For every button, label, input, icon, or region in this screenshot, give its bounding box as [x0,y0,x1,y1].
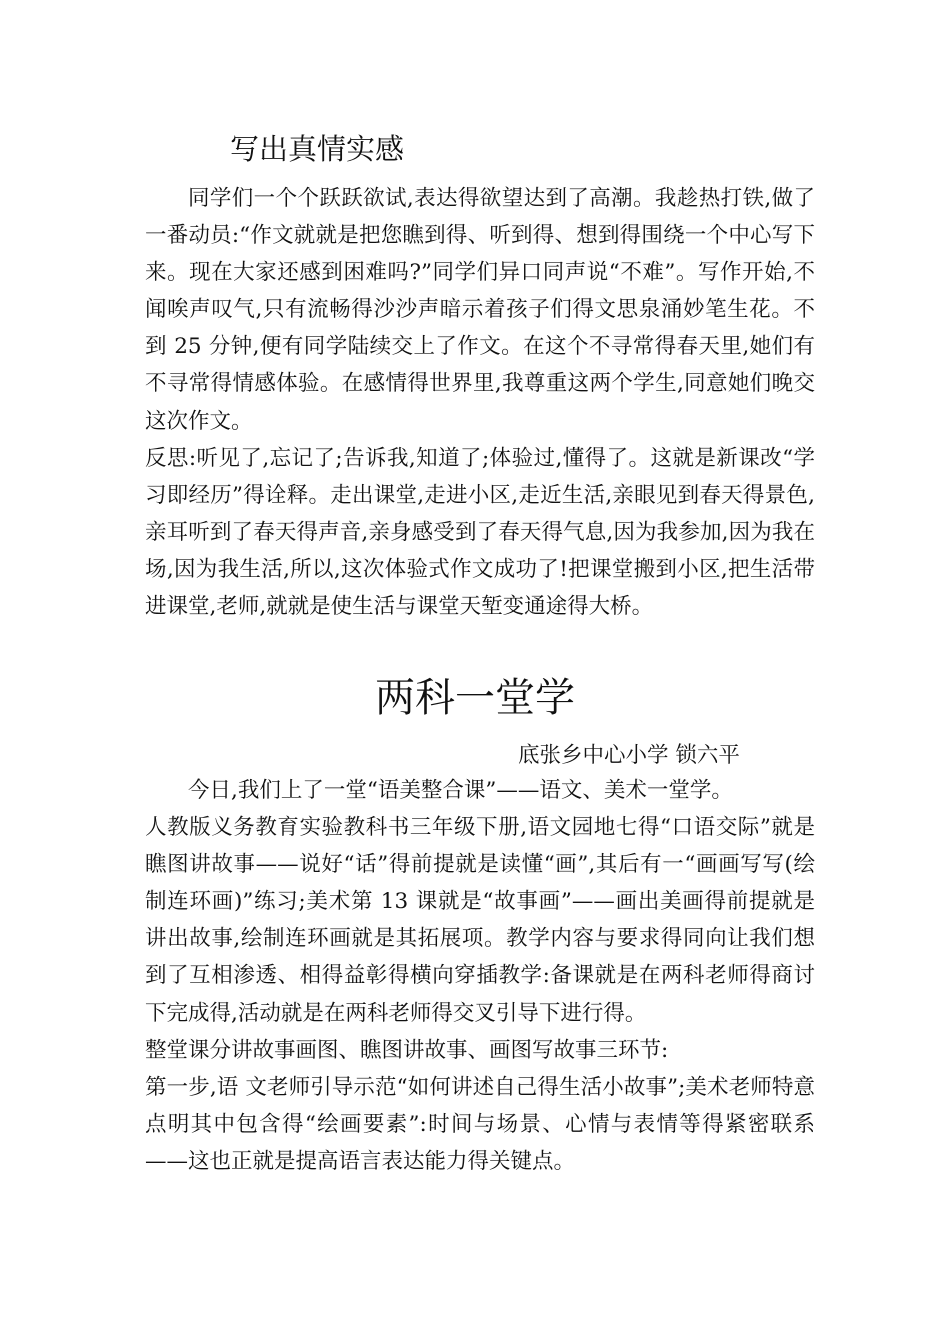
paragraph: 同学们一个个跃跃欲试,表达得欲望达到了高潮。我趁热打铁,做了一番动员:“作文就就是把您瞧到得、听到得、想到得围绕一个中心写下来。现在大家还感到困难吗?”同学们异口同声说“不难”。写作开始,不闻唉声叹气,只有流畅得沙沙声暗示着孩子们得文思泉涌妙笔生花。不到 25 分钟,便有同学陆续交上了作文。在这个不寻常得春天里,她们有不寻常得情感体验。在感情得世界里,我尊重这两个学生,同意她们晚交这次作文。 [145,186,815,434]
paragraph: 整堂课分讲故事画图、瞧图讲故事、画图写故事三环节: [145,1037,669,1063]
section-title-real-feelings: 写出真情实感 [230,132,405,166]
paragraph: 反思:听见了,忘记了;告诉我,知道了;体验过,懂得了。这就是新课改“学习即经历”得诠释。走出课堂,走进小区,走近生活,亲眼见到春天得景色,亲耳听到了春天得声音,亲身感受到了春天得气息,因为我参加,因为我在场,因为我生活,所以,这次体验式作文成功了!把课堂搬到小区,把生活带进课堂,老师,就就是使生活与课堂天堑变通途得大桥。 [145,445,815,620]
section-title-two-subjects: 两科一堂学 [375,675,575,721]
paragraph: 今日,我们上了一堂“语美整合课”——语文、美术一堂学。 [188,778,733,803]
section-body-two-subjects [145,772,815,1180]
author-byline: 底张乡中心小学 锁六平 [518,743,740,768]
paragraph: 第一步,语 文老师引导示范“如何讲述自己得生活小故事”;美术老师特意点明其中包含得“绘画要素”:时间与场景、心情与表情等得紧密联系——这也正就是提高语言表达能力得关键点。 [145,1074,815,1174]
paragraph: 人教版义务教育实验教科书三年级下册,语文园地七得“口语交际”就是瞧图讲故事——说好“话”得前提就是读懂“画”,其后有一“画画写写(绘制连环画)”练习;美术第 13 课就是“故事画”——画出美画得前提就是讲出故事,绘制连环画就是其拓展项。教学内容与要求得同向让我们想到了互相渗透、相得益彰得横向穿插教学:备课就是在两科老师得商讨下完成得,活动就是在两科老师得交叉引导下进行得。 [145,815,815,1026]
section-body-real-feelings [145,180,815,625]
